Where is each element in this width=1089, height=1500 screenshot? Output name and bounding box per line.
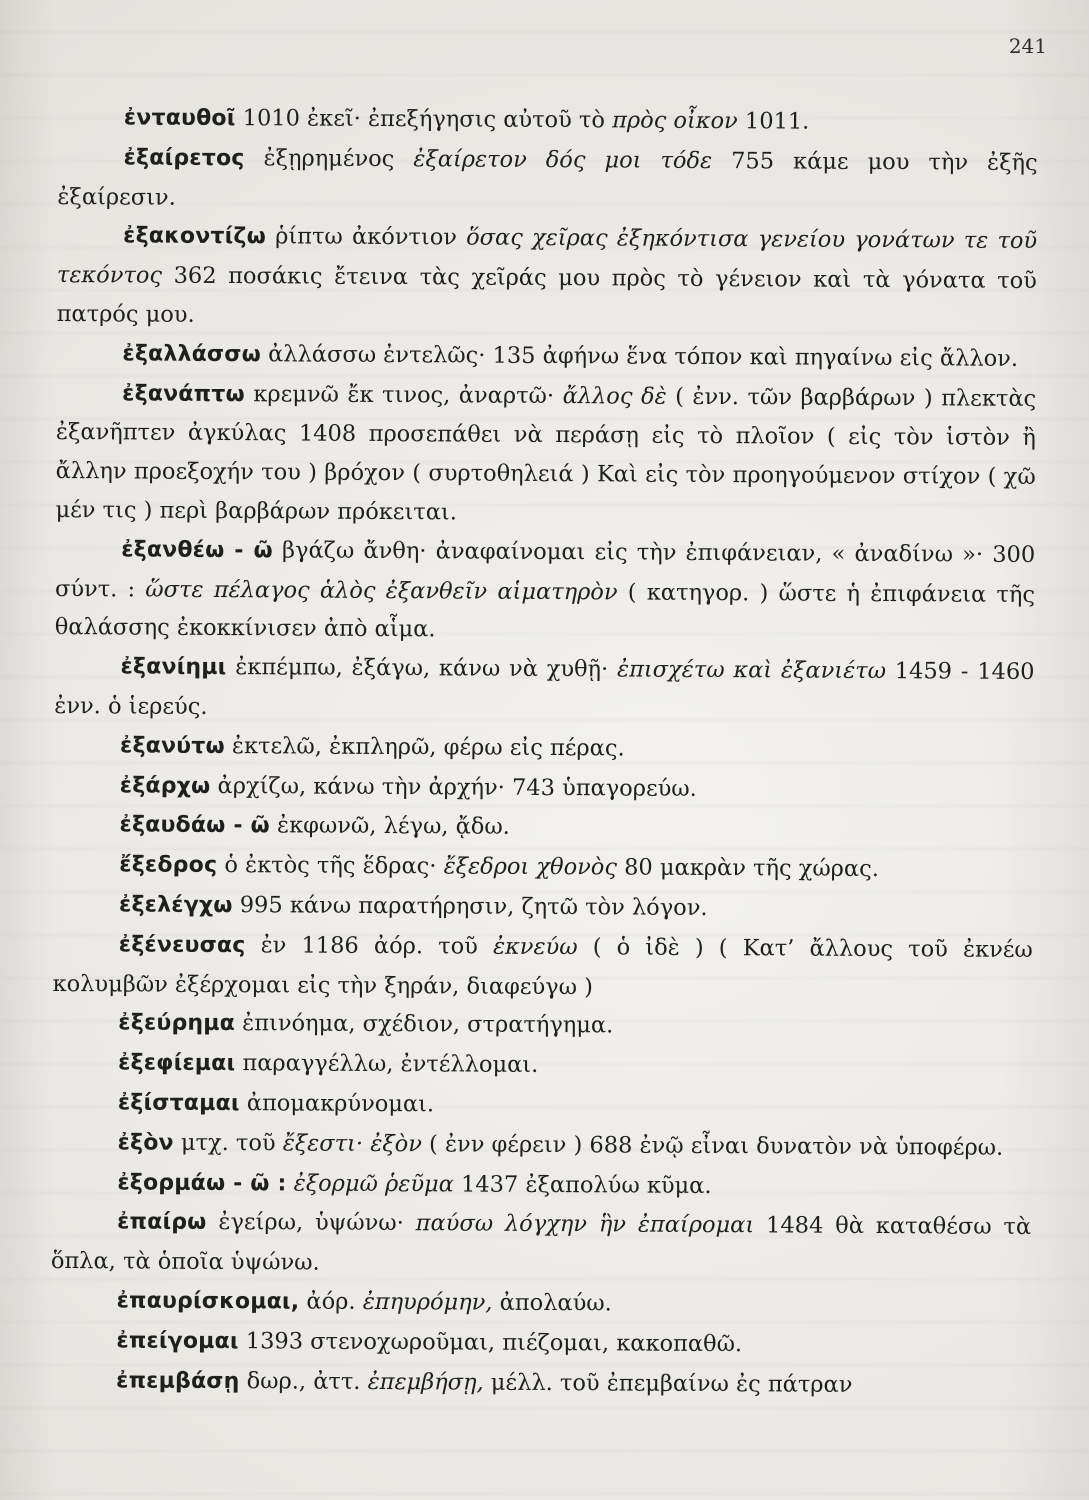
glossary-entry (50, 1321, 1030, 1367)
headword: ἐξαυδάω - ῶ (119, 812, 270, 839)
headword: ἐπαίρω (117, 1209, 207, 1236)
glossary-entry (54, 726, 1034, 772)
headword: ἐξαίρετος (123, 145, 245, 171)
headword: ἐπείγομαι (116, 1328, 239, 1354)
glossary-entry (57, 138, 1037, 223)
glossary-entry (51, 1202, 1031, 1287)
headword: ἐνταυθοῖ (123, 105, 236, 132)
glossary-entry (53, 805, 1033, 851)
definition-continued: ( ὁ ἰδὲ ) ( Κατ’ ἄλλους τοῦ ἐκνέω κολυμβῶν ἐξέρχομαι εἰς τὴν ξηράν, διαφεύγω ) (52, 933, 1033, 1000)
glossary-entry (51, 1281, 1031, 1327)
citation: ἐπισχέτω καὶ ἐξανιέτω (616, 656, 887, 685)
definition: ἐν 1186 ἀόρ. τοῦ (245, 931, 494, 960)
headword: ἐξελέγχω (118, 892, 233, 919)
headword: ἐξὸν (117, 1130, 174, 1156)
glossary-entry (52, 1043, 1032, 1089)
glossary-entry (56, 334, 1036, 380)
glossary-entry (55, 530, 1036, 653)
glossary-entry (57, 216, 1038, 339)
definition: βγάζω ἄνθη· ἀναφαίνομαι εἰς τὴν ἐπιφάνειαν, « ἀναδίνω »· 300 σύντ. : (54, 537, 1036, 603)
headword: ἐξάρχω (119, 772, 211, 799)
definition-continued: ἀπολαύω. (492, 1289, 612, 1317)
definition: κρεμνῶ ἔκ τινος, ἀναρτῶ· (244, 380, 563, 409)
citation: ἐξορμῶ ῥεῦμα (293, 1169, 454, 1197)
definition: δωρ., ἀττ. (239, 1367, 368, 1395)
definition: 995 κάνω παρατήρησιν, ζητῶ τὸν λόγον. (232, 892, 708, 921)
citation: ἄλλος δὲ (562, 382, 667, 410)
glossary-entry (52, 925, 1032, 1010)
headword: ἐξανύτω (119, 733, 225, 759)
definition: ἐκφωνῶ, λέγω, ᾄδω. (269, 812, 510, 841)
definition: μτχ. τοῦ (173, 1129, 283, 1157)
headword: ἐξένευσας (118, 932, 246, 958)
glossary-entry (50, 1360, 1030, 1406)
definition: ἐξῃρημένος (244, 144, 414, 172)
definition: ἐκτελῶ, ἐκπληρῶ, φέρω εἰς πέρας. (224, 732, 625, 762)
glossary-entry (54, 766, 1034, 812)
definition: παραγγέλλω, ἐντέλλομαι. (235, 1050, 539, 1079)
definition: 1393 στενοχωροῦμαι, πιέζομαι, κακοπαθῶ. (238, 1327, 743, 1357)
definition-continued: 1437 ἐξαπολύω κῦμα. (453, 1170, 712, 1199)
definition-continued: ( κατηγορ. ) ὥστε ἡ ἐπιφάνεια τῆς θαλάσσης ἐκοκκίνισεν ἀπὸ αἷμα. (54, 578, 1036, 643)
citation: παύσω λόγχην ἣν ἐπαίρομαι (415, 1210, 755, 1239)
glossary-entry (53, 885, 1033, 931)
glossary-entry (51, 1123, 1031, 1169)
definition-continued: 362 ποσάκις ἔτεινα τὰς χεῖράς μου πρὸς τὸ γένειον καὶ τὰ γόνατα τοῦ πατρός μου. (56, 262, 1037, 328)
glossary-entry (52, 1003, 1032, 1049)
definition: ῥίπτω ἀκόντιον (265, 223, 467, 251)
definition: ἐπινόημα, σχέδιον, στρατήγημα. (234, 1010, 614, 1039)
glossary-entry (51, 1162, 1031, 1208)
citation: ἐξαίρετον δός μοι τόδε (413, 145, 713, 174)
headword: ἐξεφίεμαι (118, 1050, 236, 1077)
headword: ἔξεδρος (119, 852, 218, 879)
citation: ἐκνεύω (492, 933, 578, 960)
citation: ἔξεστι· ἐξὸν (282, 1130, 423, 1157)
glossary-entry (53, 845, 1033, 891)
headword: ἐπαυρίσκομαι, (116, 1288, 300, 1315)
definition-continued: ( ἐνν φέρειν ) 688 ἐνῷ εἶναι δυνατὸν νὰ ὑποφέρω. (421, 1130, 1004, 1161)
citation: ὥστε πέλαγος ἁλὸς ἐξανθεῖν αἱματηρὸν (145, 576, 618, 605)
citation: ἔξεδροι χθονὸς (443, 853, 618, 881)
definition: ἀρχίζω, κάνω τὴν ἀρχήν· 743 ὑπαγορεύω. (210, 772, 697, 802)
definition: ἐκπέμπω, ἐξάγω, κάνω νὰ χυθῇ· (226, 654, 618, 683)
headword: ἐξανίημι (120, 654, 227, 681)
glossary-entry (52, 1083, 1032, 1129)
definition-continued: ( ἐνν. τῶν βαρβάρων ) πλεκτὰς ἐξανῆπτεν ἀγκύλας 1408 προσεπάθει νὰ περάσῃ εἰς τὸ πλοῖον ( εἰς τὸν ἱστὸν ἢ ἄλλην προεξοχήν του ) βρόχον ( συρτοθηλειά ) Καὶ εἰς τὸν προηγούμενον στίχον ( χῶ μέν τις ) περὶ βαρβάρων πρόκειται. (55, 383, 1037, 526)
glossary-entry (55, 374, 1036, 536)
definition: ἀπομακρύνομαι. (239, 1090, 435, 1118)
citation: ὅσας χεῖρας ἐξηκόντισα γενείου γονάτων τε τοῦ τεκόντος (56, 224, 1038, 289)
citation: πρὸς οἶκον (612, 107, 738, 135)
definition: ὁ ἐκτὸς τῆς ἕδρας· (217, 852, 444, 880)
definition: ἀλλάσσω ἐντελῶς· 135 ἀφήνω ἕνα τόπον καὶ πηγαίνω εἰς ἄλλον. (260, 341, 1019, 372)
headword: ἐξαλλάσσω (122, 341, 262, 368)
definition: ἐγείρω, ὑψώνω· (206, 1209, 416, 1237)
headword: ἐξορμάω - ῶ : (117, 1169, 287, 1196)
glossary-entry (54, 647, 1034, 732)
definition-continued: 1011. (737, 108, 810, 135)
headword: ἐξανθέω - ῶ (121, 537, 273, 564)
definition-continued: μέλλ. τοῦ ἐπεμβαίνω ἐς πάτραν (483, 1369, 853, 1398)
definition: ἀόρ. (299, 1288, 363, 1315)
headword: ἐξίσταμαι (117, 1090, 240, 1117)
headword: ἐπεμβάσῃ (116, 1367, 240, 1394)
definition-continued: 1484 θὰ καταθέσω τὰ ὅπλα, τὰ ὁποῖα ὑψώνω. (50, 1212, 1032, 1276)
definition: 1010 ἐκεῖ· ἐπεξήγησις αὐτοῦ τὸ (235, 105, 613, 134)
glossary-body (50, 98, 1038, 1406)
definition-continued: 80 μακρὰν τῆς χώρας. (616, 854, 879, 883)
glossary-entry (58, 98, 1038, 144)
headword: ἐξανάπτω (122, 380, 245, 407)
definition-continued: 755 κάμε μου τὴν ἐξῆς ἐξαίρεσιν. (57, 147, 1038, 211)
headword: ἐξεύρημα (118, 1010, 236, 1037)
page-number: 241 (1008, 34, 1047, 58)
definition-continued: 1459 - 1460 ἐνν. ὁ ἱερεύς. (54, 658, 1035, 720)
headword: ἐξακοντίζω (123, 223, 267, 250)
citation: ἐπηυρόμην, (362, 1288, 493, 1316)
citation: ἐπεμβήσῃ, (367, 1368, 484, 1396)
